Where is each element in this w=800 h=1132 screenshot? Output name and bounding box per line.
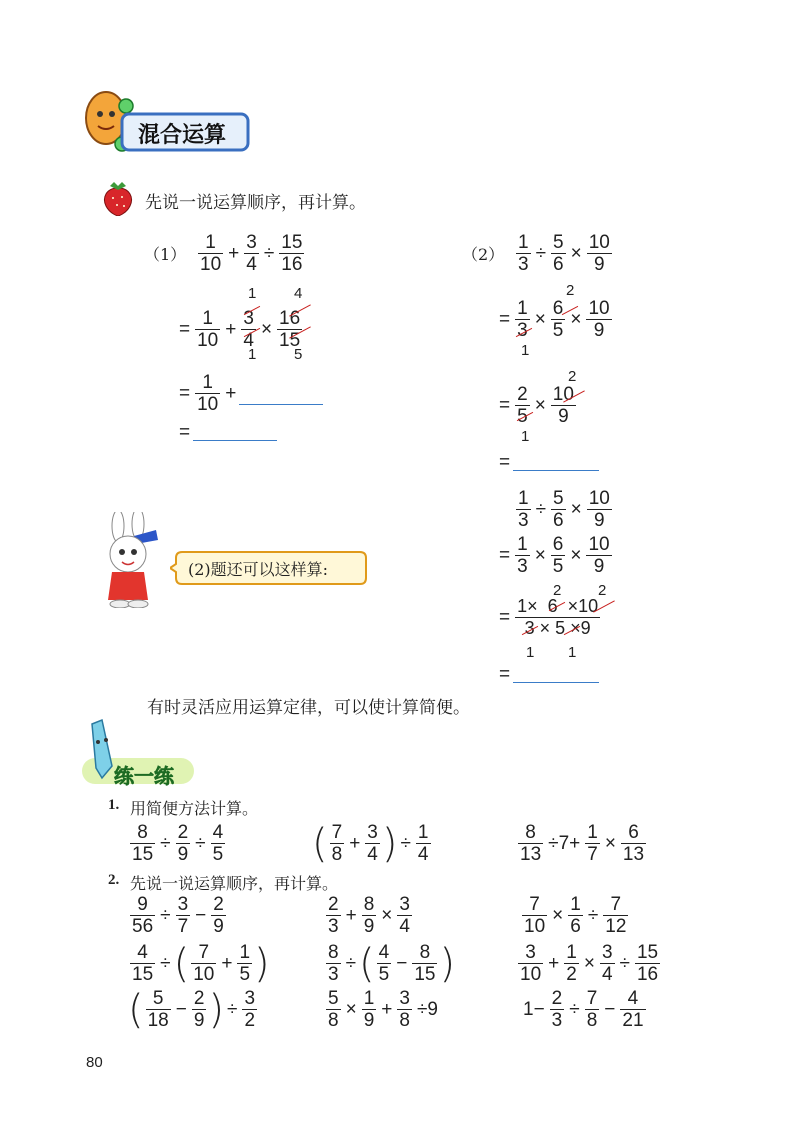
- operator: ×: [534, 308, 546, 330]
- fraction: $\frac{4}{5}$: [378, 942, 390, 985]
- ex2-alt-cancel-top: 2: [598, 582, 607, 599]
- operator: +: [225, 318, 237, 340]
- q1-item-1: [128, 822, 227, 865]
- answer-blank[interactable]: [513, 682, 599, 683]
- operator: +: [548, 952, 560, 974]
- fraction: $\frac{8}{9}$: [363, 894, 375, 937]
- ex1-line1: [196, 232, 306, 275]
- fraction: $\frac{4}{5}$: [212, 822, 224, 865]
- operator: ÷: [160, 832, 171, 854]
- fraction: $\frac{3}{4}$: [399, 894, 410, 937]
- ex2-alt-answer: =: [496, 664, 599, 686]
- ex2-alt-cancel-top: 2: [553, 582, 562, 599]
- operator: ÷: [160, 904, 171, 926]
- fraction: $\frac{2}{3}$: [328, 894, 339, 937]
- fraction: $\frac{1}{10}$: [200, 232, 222, 275]
- operator: ×: [570, 498, 582, 520]
- operator: ÷: [195, 832, 206, 854]
- operator: ÷: [535, 498, 547, 520]
- strawberry-icon: [100, 180, 136, 220]
- ex2-line3: = $\frac{2}{5}$ × $\frac{10}{9}$: [499, 384, 574, 427]
- summary-text: 有时灵活应用运算定律，可以使计算简便。: [147, 698, 470, 718]
- operator: ÷: [569, 998, 580, 1020]
- answer-blank[interactable]: [193, 440, 277, 441]
- fraction: $\frac{3}{4}$: [367, 822, 378, 865]
- q2-label: 2.: [108, 872, 120, 888]
- practice-header: [78, 718, 208, 788]
- fraction: $\frac{3}{7}$: [177, 894, 189, 937]
- ex2-answer: =: [496, 452, 599, 474]
- fraction: $\frac{2}{9}$: [213, 894, 224, 937]
- q2-item: [128, 894, 228, 937]
- operator: +: [221, 952, 233, 974]
- ex2-cancel-top: 2: [568, 368, 577, 385]
- fraction: $\frac{8}{3}$: [328, 942, 339, 985]
- ex2-alt-line3: = $\frac{1\times 6 \times 10}{3 \times 5 \times 9}$: [499, 596, 599, 638]
- fraction: $\frac{1}{3}$: [518, 232, 529, 275]
- fraction: $\frac{8}{15}$: [414, 942, 436, 985]
- fraction: $\frac{10}{9}$: [552, 384, 574, 427]
- fraction: $\frac{7}{10}$: [193, 942, 215, 985]
- parenthesis: ): [254, 940, 270, 987]
- fraction: $\frac{1}{3}$: [518, 488, 529, 531]
- parenthesis: (: [128, 986, 144, 1033]
- fraction: $\frac{3}{2}$: [244, 988, 256, 1031]
- fraction: $\frac{10}{9}$: [588, 534, 610, 577]
- operator: ×: [381, 904, 393, 926]
- fraction: $\frac{7}{10}$: [524, 894, 546, 937]
- operator: +: [345, 904, 357, 926]
- fraction: $\frac{16}{15}$: [279, 308, 301, 351]
- q2-item: [324, 988, 441, 1031]
- operator: +: [381, 998, 393, 1020]
- fraction: $\frac{2}{3}$: [551, 988, 563, 1031]
- ex1-line3: = $\frac{1}{10}$ +: [176, 372, 323, 415]
- fraction: $\frac{5}{18}$: [147, 988, 169, 1031]
- operator: ÷: [400, 832, 411, 854]
- operator: ÷: [227, 998, 238, 1020]
- page-number: 80: [86, 1054, 103, 1071]
- operator: ×: [604, 832, 616, 854]
- parenthesis: ): [381, 820, 398, 867]
- fraction: $\frac{1}{3}$: [517, 298, 528, 341]
- operator: −: [604, 998, 616, 1020]
- fraction: $\frac{5}{6}$: [553, 232, 564, 275]
- ex1-cancel-top-1: 1: [248, 285, 257, 302]
- q1-text: 用简便方法计算。: [130, 799, 259, 818]
- q2-item: [520, 988, 648, 1031]
- parenthesis: (: [359, 940, 375, 987]
- operator: +: [228, 242, 240, 264]
- fraction: $\frac{6}{13}$: [622, 822, 645, 865]
- bubble-text: (2)题还可以这样算:: [188, 560, 329, 579]
- parenthesis: ): [208, 986, 225, 1033]
- ex2-cancel-top: 2: [566, 282, 575, 299]
- ex2-cancel-bottom: 1: [521, 342, 530, 359]
- fraction: $\frac{1}{9}$: [363, 988, 375, 1031]
- fraction: $\frac{1}{4}$: [417, 822, 429, 865]
- fraction: $\frac{1}{10}$: [197, 308, 219, 351]
- ex2-cancel-bottom: 1: [521, 428, 530, 445]
- fraction: $\frac{1}{7}$: [587, 822, 598, 865]
- fraction: $\frac{3}{8}$: [399, 988, 410, 1031]
- q2-item: [520, 894, 630, 937]
- ex2-line1: [514, 232, 614, 275]
- operator: ×: [583, 952, 595, 974]
- operator: +: [349, 832, 361, 854]
- fraction: $\frac{10}{9}$: [588, 232, 610, 275]
- q2-item: [128, 988, 259, 1031]
- operator: ÷: [345, 952, 357, 974]
- ex1-line4: =: [176, 422, 277, 444]
- answer-blank[interactable]: [513, 470, 599, 471]
- fraction: $\frac{8}{13}$: [520, 822, 542, 865]
- q1-item-2: [312, 822, 433, 865]
- parenthesis: (: [312, 820, 328, 867]
- operator: −: [396, 952, 408, 974]
- operator: ×: [534, 544, 546, 566]
- fraction: $\frac{2}{9}$: [193, 988, 205, 1031]
- q1-label: 1.: [108, 797, 120, 813]
- example-2-label: （2）: [462, 245, 505, 264]
- q1-item-3: [516, 822, 648, 865]
- section-title: 混合运算: [138, 122, 227, 148]
- fraction: $\frac{5}{6}$: [553, 488, 564, 531]
- example-1-label: （1）: [144, 245, 187, 264]
- operator: ÷: [263, 242, 275, 264]
- operator: ÷: [535, 242, 547, 264]
- fraction: $\frac{3}{4}$: [243, 308, 254, 351]
- operator: ÷9: [416, 998, 438, 1020]
- parenthesis: ): [439, 940, 456, 987]
- section-badge: [78, 84, 258, 158]
- fraction: $\frac{2}{9}$: [177, 822, 189, 865]
- ex1-cancel-bottom-2: 5: [294, 346, 303, 363]
- operator: ÷: [619, 952, 630, 974]
- operator: =: [179, 318, 191, 340]
- operator: ×: [534, 394, 546, 416]
- fraction: $\frac{3}{4}$: [246, 232, 257, 275]
- operator: ÷7+: [548, 832, 581, 854]
- ex2-alt-line2: = $\frac{1}{3}$ × $\frac{6}{5}$ × $\frac{10}{9}$: [499, 534, 610, 577]
- operator: ×: [345, 998, 357, 1020]
- fraction: $\frac{1}{2}$: [566, 942, 577, 985]
- rabbit-mascot-icon: [96, 512, 176, 612]
- q2-item: [128, 942, 270, 985]
- q2-text: 先说一说运算顺序，再计算。: [130, 874, 339, 893]
- operator: ×: [570, 544, 582, 566]
- operator: ×: [260, 318, 273, 340]
- fraction: $\frac{1}{6}$: [570, 894, 581, 937]
- ex2-line2: = $\frac{1}{3}$ × $\frac{6}{5}$ × $\frac{10}{9}$: [499, 298, 610, 341]
- operator: ÷: [587, 904, 599, 926]
- fraction: $\frac{7}{8}$: [586, 988, 598, 1031]
- fraction: $\frac{6}{5}$: [552, 534, 564, 577]
- fraction: $\frac{9}{56}$: [132, 894, 154, 937]
- fraction: $\frac{10}{9}$: [588, 488, 610, 531]
- fraction: $\frac{5}{8}$: [328, 988, 339, 1031]
- ex2-alt-cancel-bottom: 1: [526, 644, 535, 661]
- fraction: $\frac{1}{5}$: [239, 942, 251, 985]
- operator: ÷: [160, 952, 171, 974]
- operator: ×: [570, 242, 582, 264]
- fraction: $\frac{4}{15}$: [132, 942, 154, 985]
- fraction: $\frac{10}{9}$: [588, 298, 610, 341]
- fraction: $\frac{15}{16}$: [281, 232, 303, 275]
- operator: 1−: [523, 998, 545, 1020]
- q2-item: [516, 942, 662, 985]
- answer-blank[interactable]: [239, 404, 323, 405]
- fraction: $\frac{2}{5}$: [517, 384, 528, 427]
- ex1-cancel-bottom-1: 1: [248, 346, 257, 363]
- fraction: $\frac{4}{21}$: [622, 988, 644, 1031]
- q2-item: [324, 894, 414, 937]
- q2-item: [324, 942, 455, 985]
- operator: −: [175, 998, 187, 1020]
- ex2-alt-line1: [514, 488, 614, 531]
- operator: ×: [552, 904, 564, 926]
- operator: −: [195, 904, 207, 926]
- fraction: $\frac{7}{8}$: [331, 822, 343, 865]
- fraction: $\frac{15}{16}$: [636, 942, 659, 985]
- fraction: $\frac{8}{15}$: [132, 822, 154, 865]
- parenthesis: (: [173, 940, 190, 987]
- ex1-cancel-top-2: 4: [294, 285, 303, 302]
- practice-title: 练一练: [114, 764, 174, 788]
- fraction: $\frac{6}{5}$: [552, 298, 564, 341]
- operator: ×: [570, 308, 582, 330]
- fraction: $\frac{1}{3}$: [517, 534, 528, 577]
- fraction: $\frac{7}{12}$: [605, 894, 627, 937]
- fraction: $\frac{3}{10}$: [520, 942, 542, 985]
- instruction-text: 先说一说运算顺序，再计算。: [145, 193, 366, 213]
- fraction: $\frac{3}{4}$: [601, 942, 613, 985]
- ex1-line2: [176, 308, 304, 351]
- ex2-alt-cancel-bottom: 1: [568, 644, 577, 661]
